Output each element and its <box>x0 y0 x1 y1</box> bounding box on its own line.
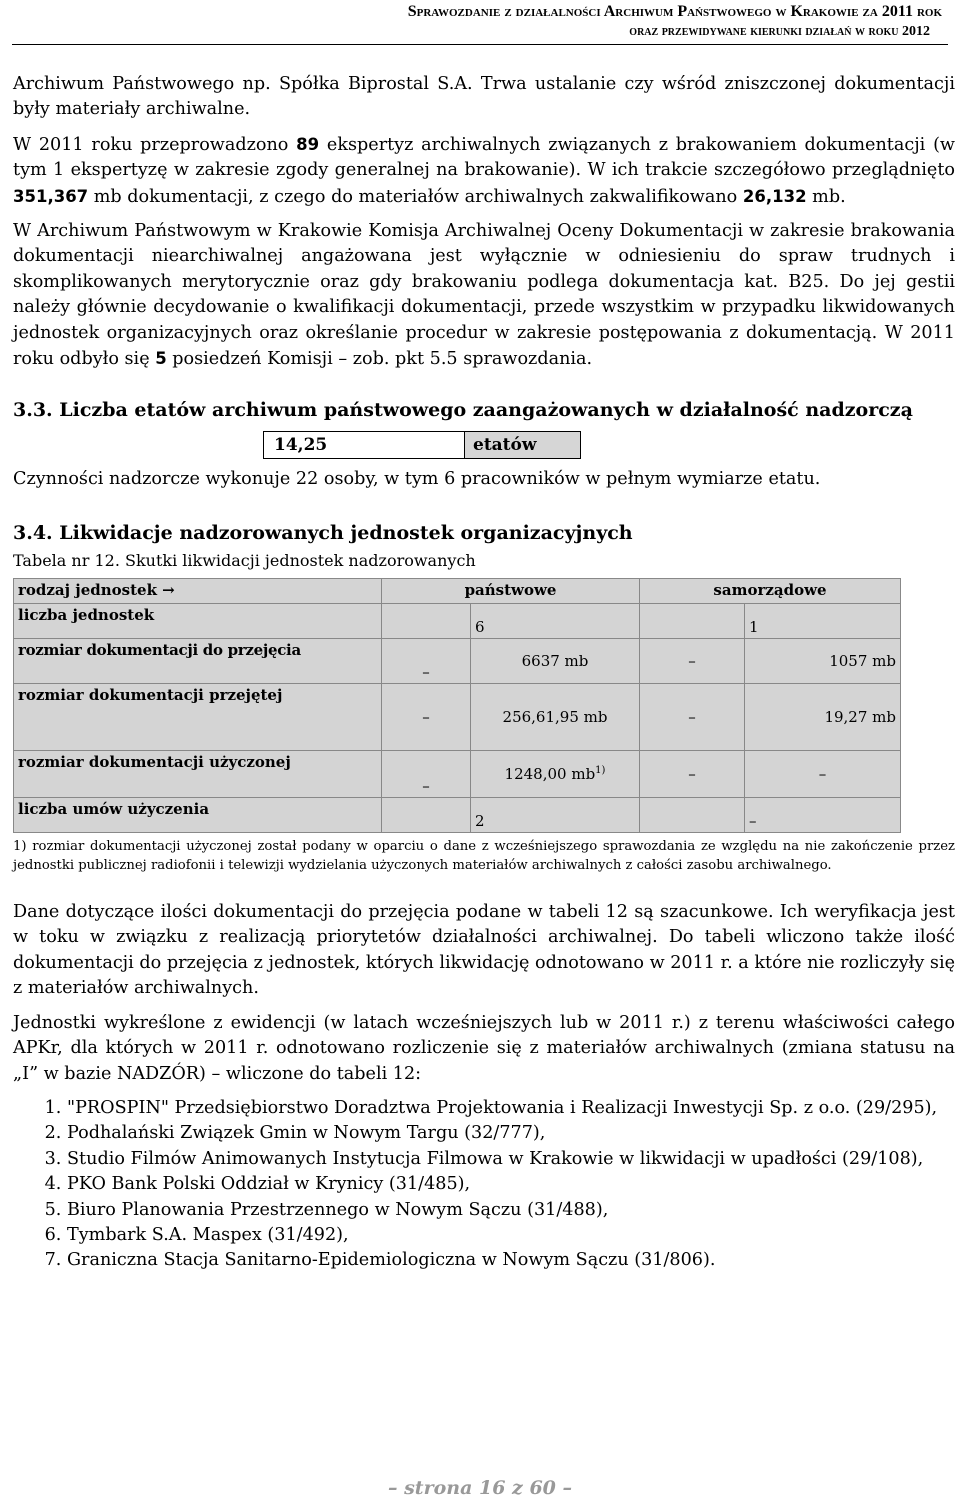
row-count-local: 1 <box>745 603 901 638</box>
p2-text-b: ekspertyz archiwalnych związanych z brakowaniem dokumentacji (w tym 1 ekspertyzę w zakresie zgody generalnej na brakowanie). W ich trakcie szczegółowo przeglądnięto <box>13 134 955 181</box>
page-number: – strona 16 z 60 – <box>387 1477 573 1499</box>
row-dash: – <box>640 638 745 683</box>
table-footnote: 1) rozmiar dokumentacji użyczonej został podany w oparciu o dane z wcześniejszego sprawozdania ze względu na nie zakończenie przez jednostki publicznej radiofonii i telewizji wydzielania użyczonych materiałów archiwalnych z całości zasobu archiwalnego. <box>13 838 955 874</box>
p2-text-d: mb. <box>806 186 846 207</box>
etaty-unit: etatów <box>465 432 580 458</box>
row-lent-local: – <box>745 750 901 797</box>
table-row <box>14 603 901 638</box>
row-label-taken: rozmiar dokumentacji przejętej <box>14 683 382 750</box>
units-list <box>13 1096 955 1274</box>
section-3-4-title: 3.4. Likwidacje nadzorowanych jednostek organizacyjnych <box>13 521 633 544</box>
row-contracts-state: 2 <box>471 797 640 832</box>
row-to-take-local: 1057 mb <box>745 638 901 683</box>
row-dash: – <box>640 683 745 750</box>
row-contracts-local: – <box>745 797 901 832</box>
table-header-state: państwowe <box>382 578 640 603</box>
paragraph-3 <box>13 219 955 372</box>
header-divider <box>12 44 948 45</box>
row-label-lent: rozmiar dokumentacji użyczonej <box>14 750 382 797</box>
section-3-3-text: Czynności nadzorcze wykonuje 22 osoby, w tym 6 pracowników w pełnym wymiarze etatu. <box>13 469 821 490</box>
table-row <box>14 683 901 750</box>
paragraph-2 <box>13 132 955 210</box>
etaty-value: 14,25 <box>264 432 465 458</box>
p3-text-b: posiedzeń Komisji – zob. pkt 5.5 sprawozdania. <box>166 349 593 370</box>
page-header <box>0 0 960 42</box>
row-to-take-state: 6637 mb <box>471 638 640 683</box>
list-item: 5. Biuro Planowania Przestrzennego w Nowym Sączu (31/488), <box>67 1198 955 1223</box>
p2-archival-mb: 26,132 <box>742 186 807 206</box>
row-dash: – <box>640 750 745 797</box>
row-taken-state: 256,61,95 mb <box>471 683 640 750</box>
table-header-local: samorządowe <box>640 578 901 603</box>
table-header-label: rodzaj jednostek → <box>14 578 382 603</box>
list-item: 2. Podhalański Związek Gmin w Nowym Targu (32/777), <box>67 1121 955 1146</box>
p3-text-a: W Archiwum Państwowym w Krakowie Komisja Archiwalnej Oceny Dokumentacji w zakresie brakowania dokumentacji niearchiwalnej angażowana jest wyłącznie w odniesieniu do spraw trudnych i skomplikowanych merytorycznie oraz gdy brakowaniu podlega dokumentacja kat. B25. Do jej gestii należy głównie decydowanie o kwalifikacji dokumentacji, przede wszystkim w przypadku likwidowanych jednostek organizacyjnych oraz określanie procedur w zakresie postępowania z dokumentacją. W 2011 roku odbyło się <box>13 221 955 370</box>
row-taken-local: 19,27 mb <box>745 683 901 750</box>
row-count-state: 6 <box>471 603 640 638</box>
p3-meetings-count: 5 <box>155 349 167 369</box>
row-label-count: liczba jednostek <box>14 603 382 638</box>
list-item: 4. PKO Bank Polski Oddział w Krynicy (31/485), <box>67 1172 955 1197</box>
p2-reviewed-mb: 351,367 <box>13 186 89 206</box>
table-header-row <box>14 578 901 603</box>
row-dash: – <box>382 750 471 797</box>
after-paragraph-1: Dane dotyczące ilości dokumentacji do przejęcia podane w tabeli 12 są szacunkowe. Ich weryfikacja jest w toku w związku z realizacją priorytetów działalności archiwalnej. Do tabeli wliczono także ilość dokumentacji do przejęcia z jednostek, których likwidację odnotowano w 2011 r. a które nie rozliczyły się z materiałów archiwalnych. <box>13 902 955 999</box>
table-caption: Tabela nr 12. Skutki likwidacji jednostek nadzorowanych <box>13 550 476 570</box>
list-item: 3. Studio Filmów Animowanych Instytucja Filmowa w Krakowie w likwidacji w upadłości (29/108), <box>67 1147 955 1172</box>
footnote-ref: 1) <box>595 764 606 776</box>
row-dash: – <box>382 638 471 683</box>
row-lent-state-value: 1248,00 mb <box>504 764 596 783</box>
table-row <box>14 750 901 797</box>
table-row <box>14 638 901 683</box>
after-paragraph-2: Jednostki wykreślone z ewidencji (w latach wcześniejszych lub w 2011 r.) z terenu właściwości całego APKr, dla których w 2011 r. odnotowano rozliczenie się z materiałów archiwalnych (zmiana statusu na „I” w bazie NADZÓR) – wliczone do tabeli 12: <box>13 1012 955 1084</box>
row-label-contracts: liczba umów użyczenia <box>14 797 382 832</box>
p2-text-a: W 2011 roku przeprowadzono <box>13 134 297 155</box>
list-item: 6. Tymbark S.A. Maspex (31/492), <box>67 1223 955 1248</box>
row-label-to-take: rozmiar dokumentacji do przejęcia <box>14 638 382 683</box>
p2-expertise-count: 89 <box>296 134 320 154</box>
section-3-3-title: 3.3. Liczba etatów archiwum państwowego zaangażowanych w działalność nadzorczą <box>13 399 913 422</box>
table-row <box>14 797 901 832</box>
row-lent-state <box>471 750 640 797</box>
p2-text-c: mb dokumentacji, z czego do materiałów archiwalnych zakwalifikowano <box>88 186 743 207</box>
list-item: 1. "PROSPIN" Przedsiębiorstwo Doradztwa Projektowania i Realizacji Inwestycji Sp. z o.o. (29/295), <box>67 1096 955 1121</box>
etaty-box <box>263 431 581 459</box>
row-dash: – <box>382 683 471 750</box>
header-line-1: Sprawozdanie z działalności Archiwum Państwowego w Krakowie za 2011 rok <box>407 3 942 20</box>
paragraph-1: Archiwum Państwowego np. Spółka Biprostal S.A. Trwa ustalanie czy wśród zniszczonej dokumentacji były materiały archiwalne. <box>13 74 955 120</box>
liquidation-table <box>13 578 901 833</box>
header-line-2: oraz przewidywane kierunki działań w roku 2012 <box>629 24 930 39</box>
list-item: 7. Graniczna Stacja Sanitarno-Epidemiologiczna w Nowym Sączu (31/806). <box>67 1248 955 1273</box>
page-content <box>13 72 955 1274</box>
